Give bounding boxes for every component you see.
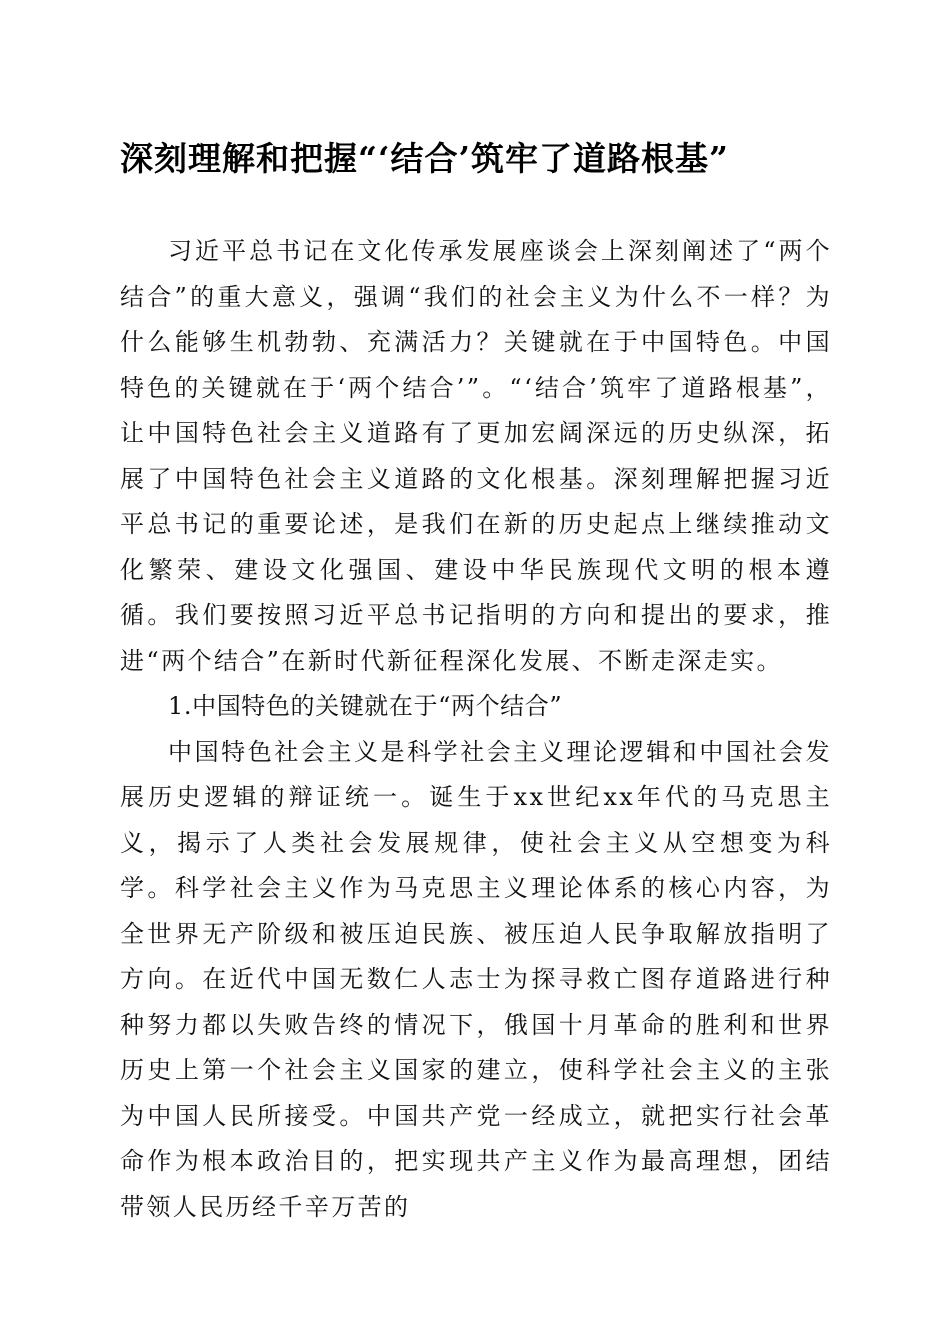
body-paragraph: 中国特色社会主义是科学社会主义理论逻辑和中国社会发展历史逻辑的辩证统一。诞生于xx世纪xx年代的马克思主义，揭示了人类社会发展规律，使社会主义从空想变为科学。科学社会主义作为马克思主义理论体系的核心内容，为全世界无产阶级和被压迫民族、被压迫人民争取解放指明了方向。在近代中国无数仁人志士为探寻救亡图存道路进行种种努力都以失败告终的情况下，俄国十月革命的胜利和世界历史上第一个社会主义国家的建立，使科学社会主义的主张为中国人民所接受。中国共产党一经成立，就把实行社会革命作为根本政治目的，把实现共产主义作为最高理想，团结带领人民历经千辛万苦的 xyxy=(120,737,832,1221)
document-body xyxy=(120,229,832,1230)
intro-paragraph: 习近平总书记在文化传承发展座谈会上深刻阐述了“两个结合”的重大意义，强调“我们的社会主义为什么不一样？为什么能够生机勃勃、充满活力？关键就在于中国特色。中国特色的关键就在于‘两个结合’”。“‘结合’筑牢了道路根基”，让中国特色社会主义道路有了更加宏阔深远的历史纵深，拓展了中国特色社会主义道路的文化根基。深刻理解把握习近平总书记的重要论述，是我们在新的历史起点上继续推动文化繁荣、建设文化强国、建设中华民族现代文明的根本遵循。我们要按照习近平总书记指明的方向和提出的要求，推进“两个结合”在新时代新征程深化发展、不断走深走实。 xyxy=(120,237,832,675)
section-heading: 1.中国特色的关键就在于“两个结合” xyxy=(168,692,563,720)
document-title: 深刻理解和把握“‘结合’筑牢了道路根基” xyxy=(120,139,729,178)
